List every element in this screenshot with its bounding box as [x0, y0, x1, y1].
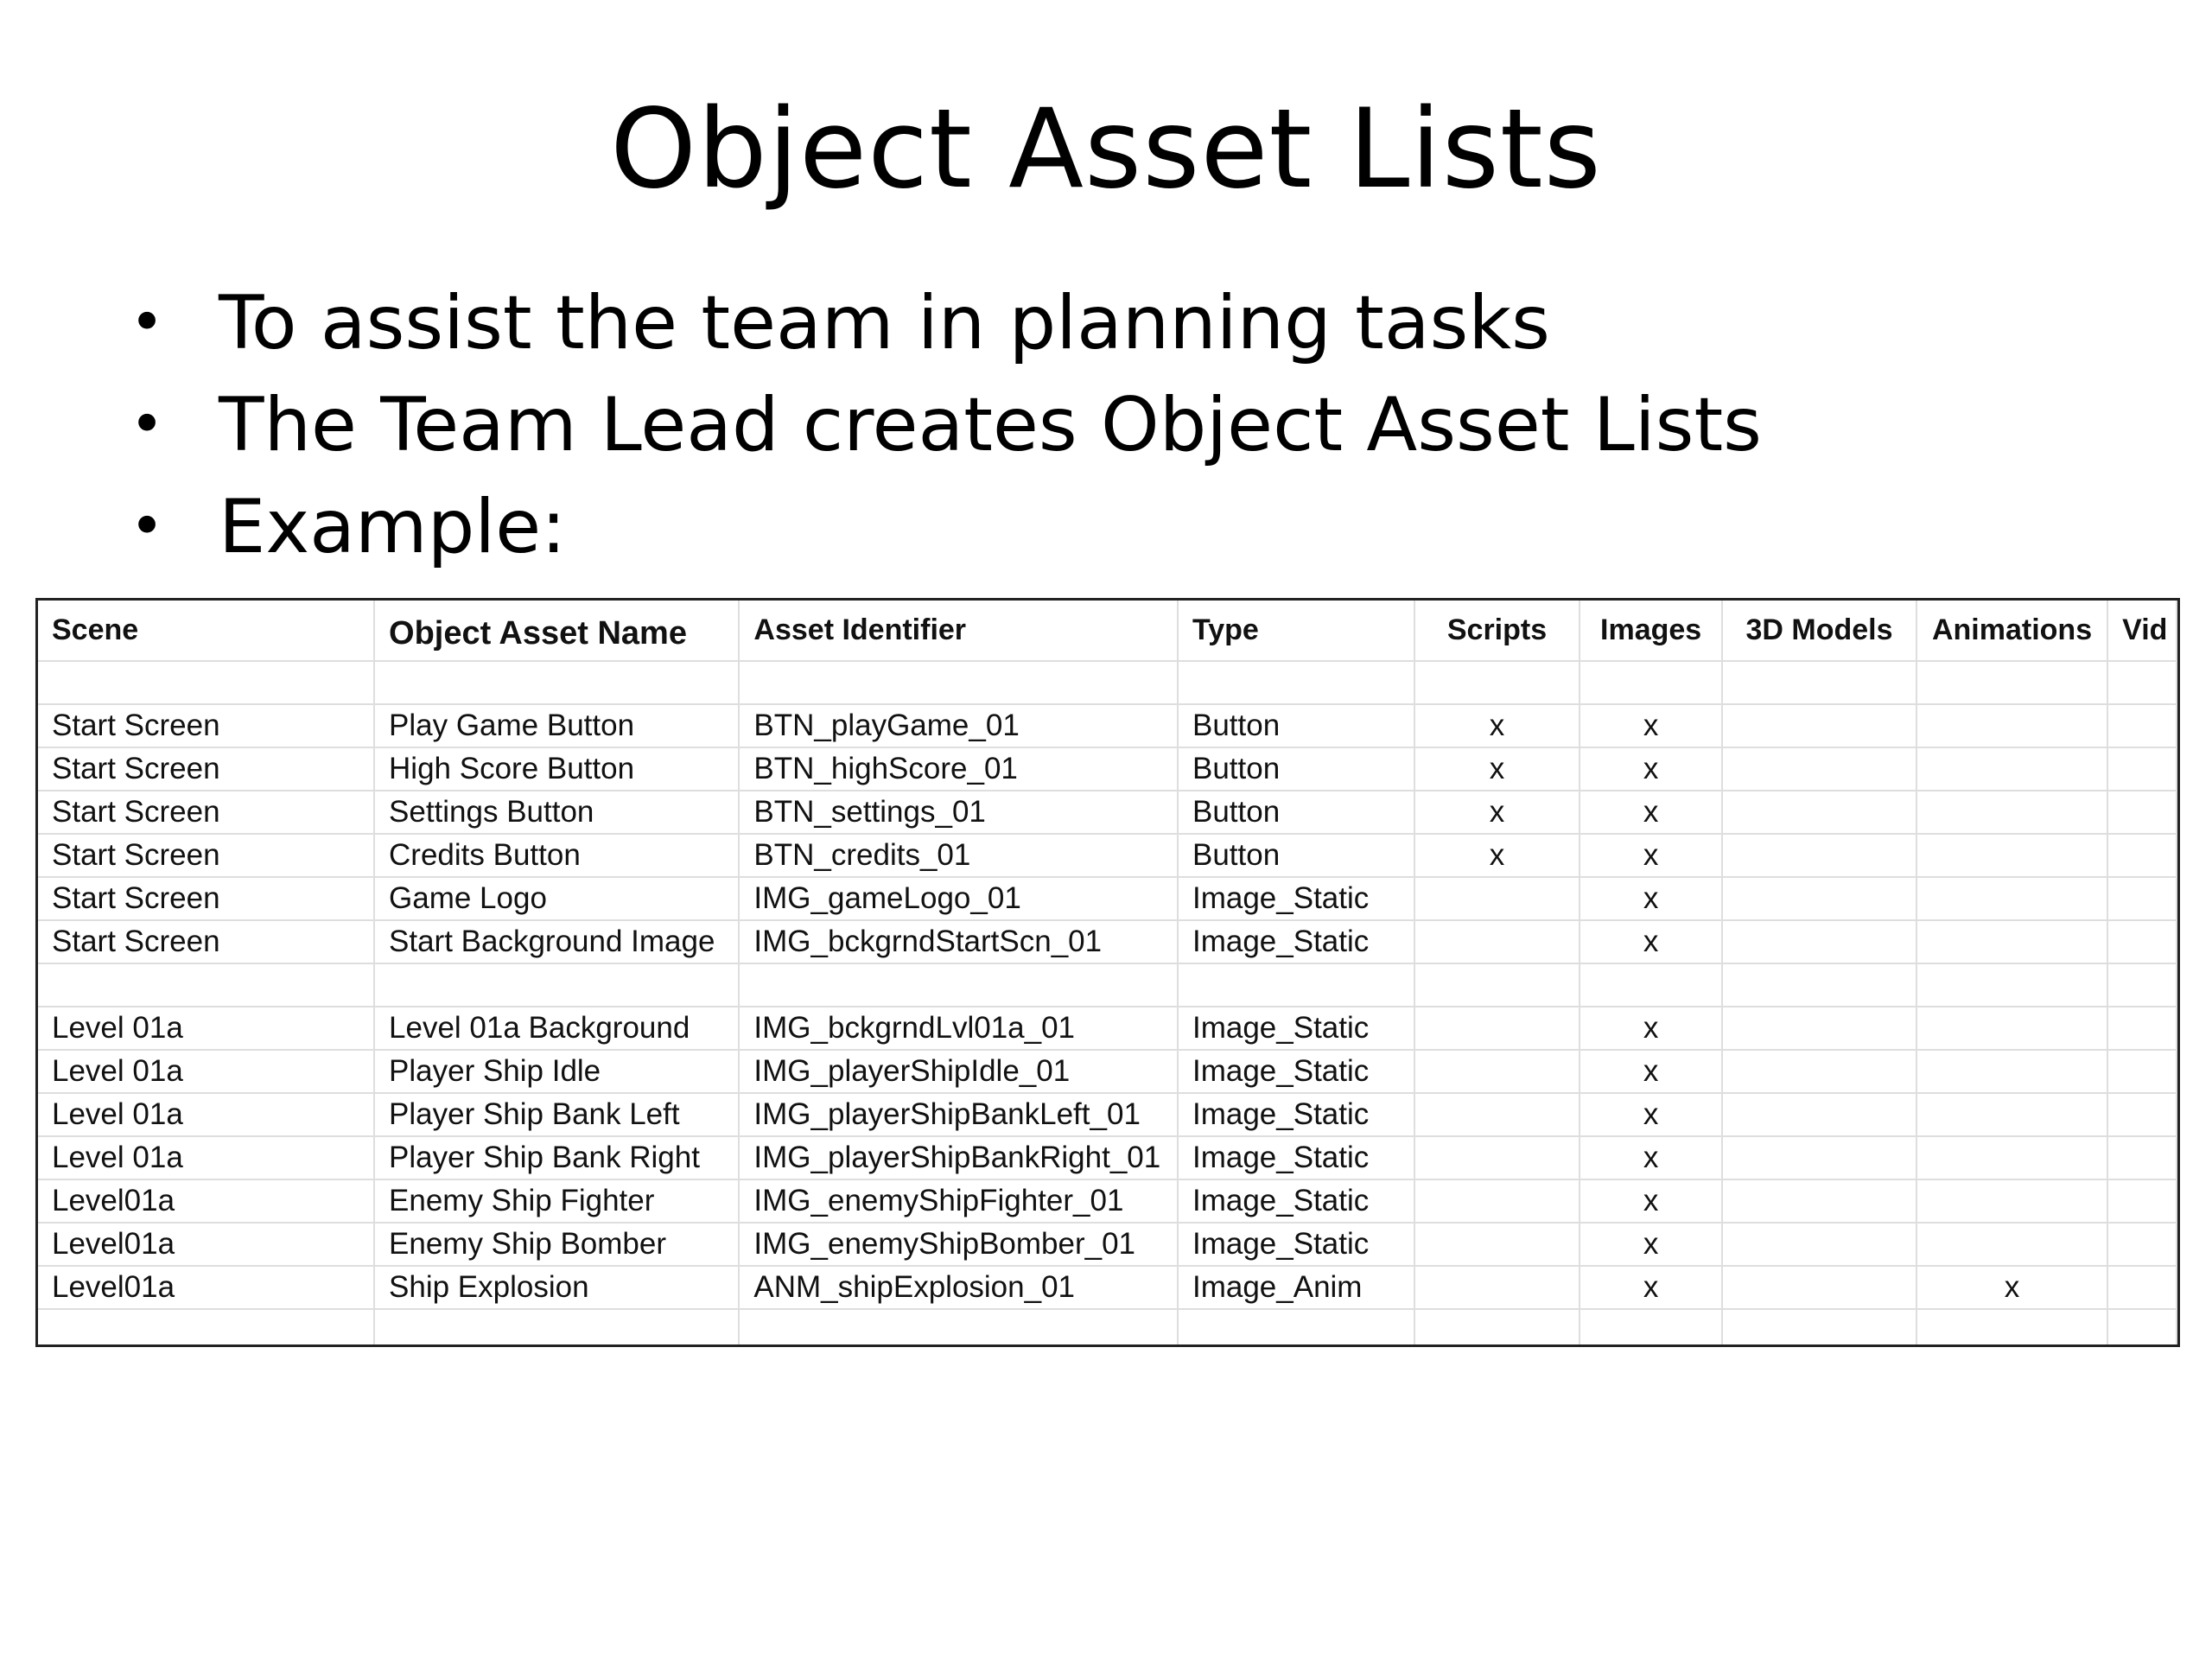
cell-asset-identifier: IMG_bckgrndStartScn_01 — [739, 920, 1178, 963]
cell-scripts: x — [1414, 834, 1580, 877]
cell-asset-identifier: IMG_playerShipBankLeft_01 — [739, 1093, 1178, 1136]
cell-object-asset-name: Player Ship Bank Right — [374, 1136, 739, 1179]
cell-object-asset-name: Game Logo — [374, 877, 739, 920]
table-row — [38, 704, 2177, 747]
bullet-text: The Team Lead creates Object Asset Lists — [219, 382, 1762, 468]
cell-images: x — [1580, 920, 1722, 963]
cell-object-asset-name: Ship Explosion — [374, 1266, 739, 1309]
cell-object-asset-name: Enemy Ship Fighter — [374, 1179, 739, 1223]
cell-animations — [1916, 1179, 2107, 1223]
cell-scene: Level 01a — [38, 1093, 374, 1136]
cell-asset-identifier: BTN_playGame_01 — [739, 704, 1178, 747]
cell-scripts — [1414, 1050, 1580, 1093]
cell-vid — [2107, 661, 2177, 704]
cell-images: x — [1580, 1093, 1722, 1136]
cell-scripts — [1414, 1007, 1580, 1050]
cell-asset-identifier: BTN_credits_01 — [739, 834, 1178, 877]
column-header-3d-models: 3D Models — [1722, 601, 1916, 661]
cell-vid — [2107, 877, 2177, 920]
cell-asset-identifier: ANM_shipExplosion_01 — [739, 1266, 1178, 1309]
cell-vid — [2107, 1266, 2177, 1309]
table-row — [38, 791, 2177, 834]
cell-scene: Level01a — [38, 1179, 374, 1223]
cell-scene: Level 01a — [38, 1136, 374, 1179]
cell-vid — [2107, 1179, 2177, 1223]
cell-3d-models — [1722, 1007, 1916, 1050]
cell-images: x — [1580, 1266, 1722, 1309]
cell-object-asset-name: Player Ship Idle — [374, 1050, 739, 1093]
cell-type — [1178, 1309, 1414, 1347]
cell-vid — [2107, 747, 2177, 791]
cell-scene: Start Screen — [38, 920, 374, 963]
cell-object-asset-name: Start Background Image — [374, 920, 739, 963]
cell-3d-models — [1722, 963, 1916, 1007]
cell-asset-identifier: IMG_enemyShipBomber_01 — [739, 1223, 1178, 1266]
cell-scripts: x — [1414, 704, 1580, 747]
cell-images: x — [1580, 704, 1722, 747]
cell-asset-identifier — [739, 963, 1178, 1007]
bullet-list — [130, 272, 1762, 578]
cell-animations — [1916, 1309, 2107, 1347]
cell-object-asset-name: High Score Button — [374, 747, 739, 791]
cell-scene: Level 01a — [38, 1007, 374, 1050]
cell-object-asset-name: Credits Button — [374, 834, 739, 877]
table-row — [38, 963, 2177, 1007]
bullet-text: Example: — [219, 484, 567, 570]
cell-3d-models — [1722, 877, 1916, 920]
cell-scene: Start Screen — [38, 704, 374, 747]
cell-3d-models — [1722, 1309, 1916, 1347]
cell-3d-models — [1722, 1266, 1916, 1309]
cell-animations: x — [1916, 1266, 2107, 1309]
cell-scene — [38, 963, 374, 1007]
cell-type: Image_Static — [1178, 1093, 1414, 1136]
cell-type: Image_Static — [1178, 877, 1414, 920]
cell-images: x — [1580, 791, 1722, 834]
cell-type: Button — [1178, 704, 1414, 747]
cell-scene: Level 01a — [38, 1050, 374, 1093]
cell-asset-identifier — [739, 1309, 1178, 1347]
bullet-text: To assist the team in planning tasks — [219, 280, 1550, 366]
cell-scripts: x — [1414, 791, 1580, 834]
bullet-item — [130, 272, 1762, 374]
cell-animations — [1916, 747, 2107, 791]
slide-title: Object Asset Lists — [610, 85, 1602, 213]
cell-animations — [1916, 1223, 2107, 1266]
cell-asset-identifier: IMG_playerShipIdle_01 — [739, 1050, 1178, 1093]
cell-images: x — [1580, 1007, 1722, 1050]
table-row — [38, 1093, 2177, 1136]
cell-asset-identifier: BTN_settings_01 — [739, 791, 1178, 834]
cell-type: Image_Static — [1178, 1050, 1414, 1093]
cell-object-asset-name: Enemy Ship Bomber — [374, 1223, 739, 1266]
cell-scripts — [1414, 661, 1580, 704]
table-row — [38, 1223, 2177, 1266]
cell-images: x — [1580, 1179, 1722, 1223]
cell-scene: Start Screen — [38, 834, 374, 877]
cell-3d-models — [1722, 704, 1916, 747]
cell-animations — [1916, 1007, 2107, 1050]
cell-vid — [2107, 1309, 2177, 1347]
cell-type: Button — [1178, 747, 1414, 791]
column-header-object-asset-name: Object Asset Name — [374, 601, 739, 661]
cell-animations — [1916, 1136, 2107, 1179]
cell-vid — [2107, 704, 2177, 747]
cell-scripts: x — [1414, 747, 1580, 791]
cell-asset-identifier: IMG_playerShipBankRight_01 — [739, 1136, 1178, 1179]
cell-3d-models — [1722, 920, 1916, 963]
bullet-dot: • — [130, 391, 165, 459]
cell-object-asset-name — [374, 963, 739, 1007]
cell-images: x — [1580, 834, 1722, 877]
cell-vid — [2107, 920, 2177, 963]
cell-scene: Level01a — [38, 1223, 374, 1266]
table-row — [38, 877, 2177, 920]
table-row — [38, 1050, 2177, 1093]
cell-3d-models — [1722, 1179, 1916, 1223]
cell-type — [1178, 963, 1414, 1007]
cell-vid — [2107, 1136, 2177, 1179]
cell-vid — [2107, 1093, 2177, 1136]
cell-3d-models — [1722, 747, 1916, 791]
table-row — [38, 661, 2177, 704]
cell-animations — [1916, 920, 2107, 963]
cell-animations — [1916, 834, 2107, 877]
cell-asset-identifier: IMG_bckgrndLvl01a_01 — [739, 1007, 1178, 1050]
table-row — [38, 1266, 2177, 1309]
cell-images: x — [1580, 1223, 1722, 1266]
cell-3d-models — [1722, 834, 1916, 877]
cell-scripts — [1414, 1309, 1580, 1347]
bullet-item — [130, 476, 1762, 578]
cell-object-asset-name: Play Game Button — [374, 704, 739, 747]
column-header-scripts: Scripts — [1414, 601, 1580, 661]
cell-scripts — [1414, 1136, 1580, 1179]
cell-scripts — [1414, 1223, 1580, 1266]
cell-scene: Start Screen — [38, 877, 374, 920]
cell-scene: Start Screen — [38, 791, 374, 834]
cell-type: Button — [1178, 791, 1414, 834]
bullet-dot: • — [130, 493, 165, 561]
cell-type: Image_Static — [1178, 920, 1414, 963]
spreadsheet-image — [35, 598, 2180, 1347]
cell-images — [1580, 661, 1722, 704]
cell-object-asset-name: Level 01a Background — [374, 1007, 739, 1050]
cell-3d-models — [1722, 1223, 1916, 1266]
cell-scene: Start Screen — [38, 747, 374, 791]
column-header-animations: Animations — [1916, 601, 2107, 661]
table-row — [38, 1179, 2177, 1223]
cell-object-asset-name: Player Ship Bank Left — [374, 1093, 739, 1136]
cell-type: Button — [1178, 834, 1414, 877]
cell-vid — [2107, 963, 2177, 1007]
table-row — [38, 1136, 2177, 1179]
cell-scene: Level01a — [38, 1266, 374, 1309]
cell-scripts — [1414, 1093, 1580, 1136]
table-row — [38, 747, 2177, 791]
cell-3d-models — [1722, 661, 1916, 704]
cell-images: x — [1580, 877, 1722, 920]
cell-scripts — [1414, 920, 1580, 963]
cell-images: x — [1580, 1050, 1722, 1093]
cell-type: Image_Static — [1178, 1007, 1414, 1050]
cell-animations — [1916, 877, 2107, 920]
table-row — [38, 1309, 2177, 1347]
cell-animations — [1916, 963, 2107, 1007]
column-header-images: Images — [1580, 601, 1722, 661]
cell-images: x — [1580, 1136, 1722, 1179]
cell-3d-models — [1722, 1050, 1916, 1093]
cell-3d-models — [1722, 1136, 1916, 1179]
cell-animations — [1916, 1093, 2107, 1136]
cell-object-asset-name — [374, 661, 739, 704]
cell-type: Image_Static — [1178, 1223, 1414, 1266]
cell-3d-models — [1722, 1093, 1916, 1136]
cell-scene — [38, 661, 374, 704]
cell-animations — [1916, 704, 2107, 747]
table-row — [38, 920, 2177, 963]
cell-object-asset-name — [374, 1309, 739, 1347]
column-header-asset-identifier: Asset Identifier — [739, 601, 1178, 661]
cell-animations — [1916, 791, 2107, 834]
bullet-item — [130, 374, 1762, 476]
cell-images — [1580, 1309, 1722, 1347]
cell-images: x — [1580, 747, 1722, 791]
cell-scripts — [1414, 963, 1580, 1007]
column-header-vid: Vid — [2107, 601, 2177, 661]
bullet-dot: • — [130, 289, 165, 357]
header-row — [38, 601, 2177, 661]
table-row — [38, 1007, 2177, 1050]
table-row — [38, 834, 2177, 877]
asset-table — [38, 601, 2177, 1347]
cell-animations — [1916, 1050, 2107, 1093]
cell-scripts — [1414, 1266, 1580, 1309]
cell-scene — [38, 1309, 374, 1347]
cell-type: Image_Static — [1178, 1179, 1414, 1223]
cell-vid — [2107, 1007, 2177, 1050]
cell-scripts — [1414, 877, 1580, 920]
cell-object-asset-name: Settings Button — [374, 791, 739, 834]
cell-asset-identifier — [739, 661, 1178, 704]
cell-animations — [1916, 661, 2107, 704]
cell-scripts — [1414, 1179, 1580, 1223]
cell-type — [1178, 661, 1414, 704]
cell-vid — [2107, 791, 2177, 834]
cell-vid — [2107, 834, 2177, 877]
cell-asset-identifier: IMG_enemyShipFighter_01 — [739, 1179, 1178, 1223]
column-header-type: Type — [1178, 601, 1414, 661]
column-header-scene: Scene — [38, 601, 374, 661]
cell-vid — [2107, 1050, 2177, 1093]
cell-3d-models — [1722, 791, 1916, 834]
cell-asset-identifier: IMG_gameLogo_01 — [739, 877, 1178, 920]
cell-images — [1580, 963, 1722, 1007]
cell-asset-identifier: BTN_highScore_01 — [739, 747, 1178, 791]
cell-vid — [2107, 1223, 2177, 1266]
cell-type: Image_Static — [1178, 1136, 1414, 1179]
cell-type: Image_Anim — [1178, 1266, 1414, 1309]
